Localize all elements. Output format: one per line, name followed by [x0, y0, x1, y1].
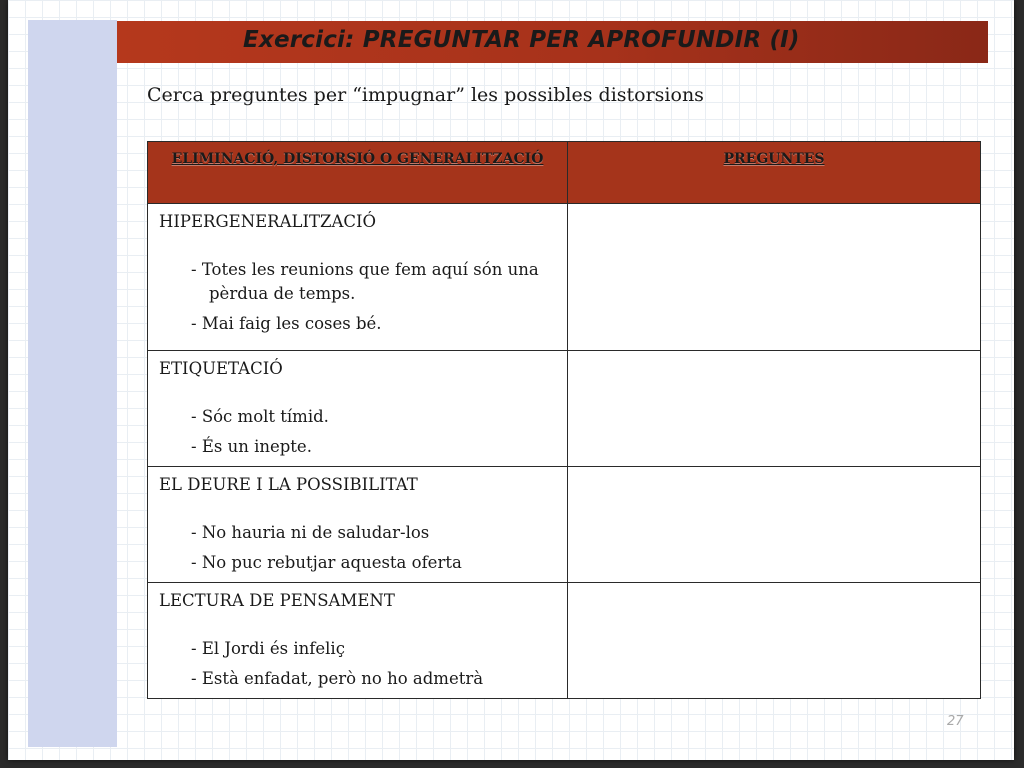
page-number: 27 [947, 714, 964, 729]
slide [8, 0, 1014, 760]
distortion-example: - No hauria ni de saludar-los [191, 523, 430, 542]
distortion-example: - No puc rebutjar aquesta oferta [191, 553, 462, 572]
preguntes-answer-cell[interactable] [568, 204, 981, 351]
slide-subtitle: Cerca preguntes per “impugnar” les possibles distorsions [147, 84, 704, 106]
table-row [148, 204, 981, 351]
distortion-example: - Sóc molt tímid. [191, 407, 329, 426]
table-header-row [148, 142, 981, 204]
preguntes-answer-cell[interactable] [568, 467, 981, 583]
column-header-distortion: ELIMINACIÓ, DISTORSIÓ O GENERALITZACIÓ [148, 142, 568, 204]
distortion-category: LECTURA DE PENSAMENT [159, 591, 395, 610]
distortion-cell [148, 204, 568, 351]
distortion-example: - Està enfadat, però no ho admetrà [191, 669, 484, 688]
table-row [148, 583, 981, 699]
table-row [148, 351, 981, 467]
preguntes-answer-cell[interactable] [568, 351, 981, 467]
distortion-category: HIPERGENERALITZACIÓ [159, 212, 377, 231]
preguntes-answer-cell[interactable] [568, 583, 981, 699]
distortion-cell [148, 351, 568, 467]
side-decoration-band [28, 20, 117, 747]
distortion-example: - És un inepte. [191, 437, 312, 456]
distortion-category: ETIQUETACIÓ [159, 359, 283, 378]
distortions-table [147, 141, 981, 699]
column-header-preguntes: PREGUNTES [568, 142, 981, 204]
distortion-example: - Mai faig les coses bé. [191, 314, 382, 333]
slide-title: Exercici: PREGUNTAR PER APROFUNDIR (I) [243, 27, 800, 53]
distortion-example: - El Jordi és infeliç [191, 639, 345, 658]
distortion-category: EL DEURE I LA POSSIBILITAT [159, 475, 418, 494]
distortion-example: - Totes les reunions que fem aquí són una pèrdua de temps. [191, 260, 539, 303]
table-row [148, 467, 981, 583]
distortion-cell [148, 583, 568, 699]
distortion-cell [148, 467, 568, 583]
